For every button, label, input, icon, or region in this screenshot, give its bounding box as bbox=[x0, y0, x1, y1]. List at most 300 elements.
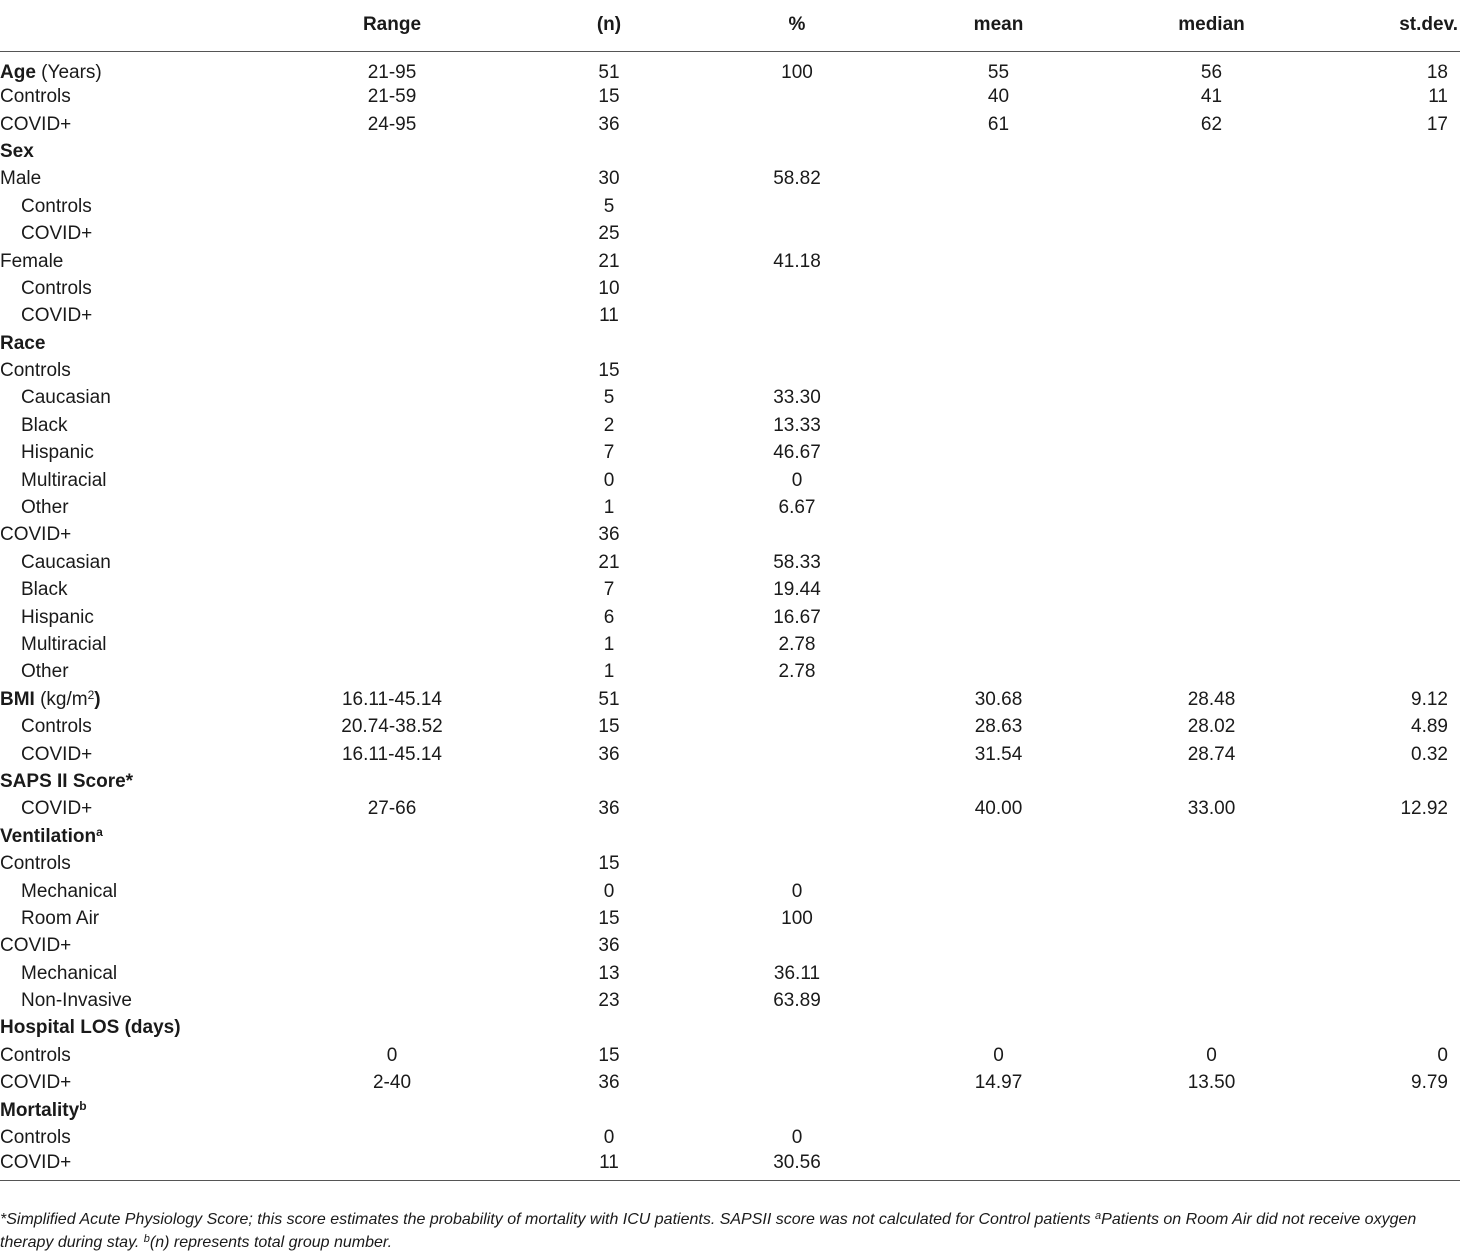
row-label-tail: ) bbox=[94, 688, 101, 710]
row-label-main: Age bbox=[0, 61, 36, 83]
row-label: Mechanical bbox=[21, 880, 118, 902]
table-row bbox=[0, 111, 1460, 138]
cell-stdev bbox=[1298, 1097, 1460, 1124]
row-label-main: BMI bbox=[0, 688, 35, 710]
cell-n bbox=[496, 823, 722, 850]
row-label: Hispanic bbox=[21, 606, 94, 628]
cell-n: 36 bbox=[598, 1072, 620, 1094]
section-title: Ventilation bbox=[0, 825, 97, 847]
cell-range bbox=[288, 960, 496, 987]
cell-mean bbox=[872, 303, 1125, 330]
cell-range bbox=[288, 1124, 496, 1151]
table-row bbox=[0, 248, 1460, 275]
cell-range bbox=[288, 1152, 496, 1181]
section-header-row bbox=[0, 138, 1460, 165]
cell-median bbox=[1125, 549, 1298, 576]
cell-mean bbox=[872, 248, 1125, 275]
cell-stdev bbox=[1298, 905, 1460, 932]
cell-range: 2-40 bbox=[372, 1072, 412, 1094]
cell-n: 36 bbox=[598, 743, 620, 765]
cell-stdev bbox=[1298, 248, 1460, 275]
cell-range bbox=[288, 987, 496, 1014]
row-label: Mechanical bbox=[21, 962, 118, 984]
cell-stdev bbox=[1298, 412, 1460, 439]
cell-percent bbox=[722, 330, 872, 357]
cell-n: 5 bbox=[603, 387, 615, 409]
row-label: Controls bbox=[0, 853, 71, 875]
row-label-unit: (Years) bbox=[35, 61, 102, 83]
cell-n bbox=[496, 330, 722, 357]
cell-n: 25 bbox=[598, 223, 620, 245]
footnote-text-2: Patients on Room Air did not receive oxygen therapy during stay. bbox=[0, 1211, 1417, 1251]
header-median: median bbox=[1125, 0, 1298, 51]
cell-median bbox=[1125, 631, 1298, 658]
cell-percent bbox=[722, 522, 872, 549]
cell-percent bbox=[722, 193, 872, 220]
cell-stdev bbox=[1298, 138, 1460, 165]
cell-percent bbox=[722, 275, 872, 302]
cell-range: 16.11-45.14 bbox=[341, 743, 442, 765]
cell-percent: 63.89 bbox=[773, 990, 821, 1012]
table-row bbox=[0, 467, 1460, 494]
cell-median: 0 bbox=[1206, 1044, 1217, 1066]
cell-stdev bbox=[1298, 878, 1460, 905]
cell-mean bbox=[872, 1097, 1125, 1124]
cell-percent: 58.33 bbox=[773, 551, 821, 573]
header-stdev: st.dev. bbox=[1298, 0, 1460, 51]
cell-median bbox=[1125, 357, 1298, 384]
cell-range: 0 bbox=[386, 1044, 398, 1066]
row-label: Controls bbox=[0, 86, 71, 108]
cell-range bbox=[288, 385, 496, 412]
section-title: Hospital LOS (days) bbox=[0, 1017, 181, 1039]
cell-range bbox=[288, 303, 496, 330]
cell-range bbox=[288, 248, 496, 275]
cell-median bbox=[1125, 987, 1298, 1014]
cell-stdev bbox=[1298, 1124, 1460, 1151]
row-label: Non-Invasive bbox=[21, 990, 132, 1012]
cell-mean bbox=[872, 604, 1125, 631]
section-title: Mortality bbox=[0, 1099, 80, 1121]
cell-median bbox=[1125, 220, 1298, 247]
row-label: COVID+ bbox=[0, 935, 72, 957]
cell-median bbox=[1125, 138, 1298, 165]
cell-mean bbox=[872, 549, 1125, 576]
table-row bbox=[0, 604, 1460, 631]
row-label: COVID+ bbox=[0, 1072, 72, 1094]
header-n: (n) bbox=[496, 0, 722, 51]
cell-n: 1 bbox=[603, 634, 615, 655]
cell-stdev bbox=[1298, 549, 1460, 576]
cell-stdev: 17 bbox=[1426, 113, 1448, 135]
cell-stdev bbox=[1298, 1152, 1460, 1181]
cell-stdev bbox=[1298, 330, 1460, 357]
table-row bbox=[0, 549, 1460, 576]
table-row bbox=[0, 933, 1460, 960]
cell-median bbox=[1125, 248, 1298, 275]
cell-range bbox=[288, 330, 496, 357]
table-row bbox=[0, 1070, 1460, 1097]
cell-percent bbox=[722, 713, 872, 740]
cell-mean bbox=[872, 494, 1125, 521]
section-header-row bbox=[0, 768, 1460, 795]
cell-stdev: 11 bbox=[1428, 86, 1448, 108]
cell-stdev bbox=[1298, 604, 1460, 631]
cell-mean bbox=[872, 1015, 1125, 1042]
cell-percent: 33.30 bbox=[773, 387, 821, 409]
cell-mean bbox=[872, 960, 1125, 987]
cell-n: 36 bbox=[598, 113, 620, 135]
cell-n: 30 bbox=[598, 168, 620, 190]
cell-median bbox=[1125, 385, 1298, 412]
table-row bbox=[0, 522, 1460, 549]
cell-mean bbox=[872, 878, 1125, 905]
table-row bbox=[0, 357, 1460, 384]
cell-mean: 31.54 bbox=[974, 743, 1023, 765]
cell-percent bbox=[722, 1097, 872, 1124]
cell-median: 28.02 bbox=[1187, 716, 1236, 738]
cell-median bbox=[1125, 440, 1298, 467]
section-title: Race bbox=[0, 332, 46, 354]
cell-n: 1 bbox=[603, 661, 615, 683]
cell-mean bbox=[872, 1152, 1125, 1181]
cell-mean: 28.63 bbox=[974, 716, 1023, 738]
table-row bbox=[0, 220, 1460, 247]
cell-range bbox=[288, 933, 496, 960]
cell-range bbox=[288, 522, 496, 549]
cell-median bbox=[1125, 878, 1298, 905]
cell-mean bbox=[872, 577, 1125, 604]
cell-percent bbox=[722, 220, 872, 247]
cell-median bbox=[1125, 1124, 1298, 1151]
section-footnote-marker: b bbox=[79, 1098, 87, 1113]
cell-median bbox=[1125, 494, 1298, 521]
cell-n: 15 bbox=[598, 716, 620, 738]
cell-stdev bbox=[1298, 385, 1460, 412]
footnote-text-1: *Simplified Acute Physiology Score; this score estimates the probability of mortality with ICU patients. SAPSII score was not calculated for Control patients bbox=[0, 1211, 1096, 1228]
table-row bbox=[0, 850, 1460, 877]
row-label: COVID+ bbox=[21, 798, 93, 820]
cell-stdev bbox=[1298, 823, 1460, 850]
cell-n bbox=[496, 768, 722, 795]
cell-n: 1 bbox=[603, 497, 615, 519]
row-label bbox=[0, 768, 288, 795]
cell-stdev bbox=[1298, 1015, 1460, 1042]
row-label: Controls bbox=[0, 360, 71, 382]
cell-n: 13 bbox=[598, 962, 620, 984]
cell-median: 41 bbox=[1200, 86, 1223, 108]
row-label: COVID+ bbox=[21, 223, 93, 245]
row-label-unit: (kg/m bbox=[34, 688, 88, 710]
cell-range bbox=[288, 577, 496, 604]
table-row bbox=[0, 1152, 1460, 1181]
row-label: COVID+ bbox=[0, 524, 72, 546]
cell-n: 36 bbox=[598, 524, 620, 546]
cell-mean bbox=[872, 659, 1125, 686]
row-label: COVID+ bbox=[21, 305, 93, 327]
cell-median: 33.00 bbox=[1187, 798, 1236, 820]
cell-range: 20.74-38.52 bbox=[341, 716, 443, 738]
cell-range bbox=[288, 357, 496, 384]
cell-mean bbox=[872, 823, 1125, 850]
table-footnote bbox=[0, 1208, 1456, 1254]
section-header-row bbox=[0, 1015, 1460, 1042]
row-label: Room Air bbox=[21, 907, 100, 929]
row-label: Female bbox=[0, 250, 64, 272]
table-row bbox=[0, 960, 1460, 987]
table-row bbox=[0, 412, 1460, 439]
section-title: Sex bbox=[0, 140, 34, 162]
row-label: Caucasian bbox=[21, 387, 111, 409]
table-row bbox=[0, 193, 1460, 220]
row-label: COVID+ bbox=[21, 743, 93, 765]
row-label bbox=[0, 823, 288, 850]
row-label-sup: 2 bbox=[87, 687, 95, 702]
row-label: Controls bbox=[0, 1127, 71, 1149]
cell-median bbox=[1125, 412, 1298, 439]
row-label: Black bbox=[21, 579, 68, 601]
table-row bbox=[0, 577, 1460, 604]
cell-median bbox=[1125, 604, 1298, 631]
row-label: Controls bbox=[21, 716, 92, 738]
cell-percent: 46.67 bbox=[773, 442, 821, 464]
cell-median bbox=[1125, 303, 1298, 330]
cell-range bbox=[288, 166, 496, 193]
row-label: Controls bbox=[0, 1044, 71, 1066]
cell-percent: 41.18 bbox=[773, 250, 821, 272]
row-label: Other bbox=[21, 661, 69, 683]
cell-percent bbox=[722, 741, 872, 768]
cell-range bbox=[288, 768, 496, 795]
cell-stdev bbox=[1298, 220, 1460, 247]
table-row bbox=[0, 51, 1460, 84]
cell-percent bbox=[722, 138, 872, 165]
cell-median bbox=[1125, 1152, 1298, 1181]
cell-percent: 2.78 bbox=[778, 634, 816, 655]
cell-mean bbox=[872, 412, 1125, 439]
cell-percent bbox=[722, 796, 872, 823]
footnote-marker-b: b bbox=[143, 1233, 150, 1245]
cell-mean: 61 bbox=[987, 113, 1010, 135]
row-label: Black bbox=[21, 414, 68, 436]
cell-n: 51 bbox=[598, 688, 620, 710]
cell-mean: 40 bbox=[987, 86, 1010, 108]
footnote-marker-a: a bbox=[1095, 1210, 1102, 1222]
cell-n: 5 bbox=[603, 195, 615, 217]
row-label: COVID+ bbox=[0, 113, 72, 135]
table-row bbox=[0, 686, 1460, 713]
row-label bbox=[0, 138, 288, 165]
cell-percent: 30.56 bbox=[722, 1152, 872, 1181]
row-label: Controls bbox=[21, 195, 92, 217]
cell-mean bbox=[872, 440, 1125, 467]
cell-stdev bbox=[1298, 960, 1460, 987]
cell-stdev bbox=[1298, 933, 1460, 960]
cell-n: 51 bbox=[598, 61, 620, 83]
cell-stdev bbox=[1298, 522, 1460, 549]
cell-range bbox=[288, 1015, 496, 1042]
table-row bbox=[0, 905, 1460, 932]
table-row bbox=[0, 385, 1460, 412]
cell-range bbox=[288, 193, 496, 220]
section-title: SAPS II Score* bbox=[0, 770, 134, 792]
header-percent: % bbox=[722, 0, 872, 51]
cell-n: 0 bbox=[603, 469, 615, 491]
cell-range bbox=[288, 1097, 496, 1124]
header-mean: mean bbox=[872, 0, 1125, 51]
row-label bbox=[0, 686, 288, 713]
cell-mean bbox=[872, 522, 1125, 549]
cell-n: 15 bbox=[598, 360, 620, 382]
table-body bbox=[0, 51, 1460, 1180]
row-label bbox=[0, 1015, 288, 1042]
table-row bbox=[0, 1042, 1460, 1069]
cell-range bbox=[288, 467, 496, 494]
cell-median bbox=[1125, 659, 1298, 686]
cell-stdev bbox=[1298, 850, 1460, 877]
cell-n: 10 bbox=[598, 277, 620, 299]
cell-median bbox=[1125, 166, 1298, 193]
cell-mean: 40.00 bbox=[974, 798, 1023, 820]
cell-range bbox=[288, 823, 496, 850]
cell-median bbox=[1125, 905, 1298, 932]
row-label bbox=[0, 51, 288, 84]
cell-n: 15 bbox=[598, 1044, 620, 1066]
cell-range bbox=[288, 494, 496, 521]
cell-percent: 6.67 bbox=[778, 497, 816, 519]
cell-percent bbox=[722, 84, 872, 111]
cell-range: 21-59 bbox=[367, 86, 417, 108]
cell-n: 11 bbox=[599, 305, 619, 327]
cell-percent: 2.78 bbox=[778, 661, 816, 683]
cell-percent: 16.67 bbox=[773, 606, 821, 628]
cell-percent: 100 bbox=[781, 61, 813, 83]
cell-stdev: 4.89 bbox=[1411, 716, 1448, 738]
cell-percent: 100 bbox=[781, 907, 813, 929]
cell-percent: 0 bbox=[791, 1127, 803, 1149]
cell-range bbox=[288, 878, 496, 905]
cell-range bbox=[288, 631, 496, 658]
cell-percent bbox=[722, 768, 872, 795]
cell-mean: 55 bbox=[987, 61, 1010, 83]
cell-mean: 30.68 bbox=[974, 688, 1023, 710]
cell-n: 6 bbox=[603, 606, 615, 628]
row-label: Other bbox=[21, 497, 69, 519]
cell-range bbox=[288, 549, 496, 576]
cell-stdev bbox=[1298, 494, 1460, 521]
cell-stdev: 9.12 bbox=[1411, 688, 1448, 710]
cell-range bbox=[288, 905, 496, 932]
cell-median bbox=[1125, 768, 1298, 795]
row-label: Hispanic bbox=[21, 442, 94, 464]
cell-mean bbox=[872, 768, 1125, 795]
cell-stdev bbox=[1298, 193, 1460, 220]
cell-stdev bbox=[1298, 166, 1460, 193]
row-label: Controls bbox=[21, 277, 92, 299]
cell-mean: 14.97 bbox=[974, 1072, 1023, 1094]
cell-percent bbox=[722, 1015, 872, 1042]
cell-stdev bbox=[1298, 659, 1460, 686]
table-row bbox=[0, 631, 1460, 658]
row-label: COVID+ bbox=[0, 1152, 288, 1181]
table-row bbox=[0, 741, 1460, 768]
cell-percent bbox=[722, 357, 872, 384]
cell-stdev: 18 bbox=[1426, 61, 1448, 83]
table-row bbox=[0, 659, 1460, 686]
cell-stdev bbox=[1298, 631, 1460, 658]
cell-stdev: 0 bbox=[1437, 1044, 1448, 1066]
cell-median: 28.48 bbox=[1187, 688, 1236, 710]
cell-median bbox=[1125, 330, 1298, 357]
cell-n: 21 bbox=[598, 250, 620, 272]
cell-percent bbox=[722, 303, 872, 330]
cell-mean bbox=[872, 631, 1125, 658]
table-row bbox=[0, 84, 1460, 111]
cell-median: 13.50 bbox=[1187, 1072, 1236, 1094]
cell-mean bbox=[872, 275, 1125, 302]
cell-percent bbox=[722, 850, 872, 877]
cell-n: 23 bbox=[598, 990, 620, 1012]
row-label: Caucasian bbox=[21, 551, 111, 573]
cell-n bbox=[496, 138, 722, 165]
cell-median: 62 bbox=[1200, 113, 1223, 135]
cell-percent: 0 bbox=[791, 469, 803, 491]
cell-n bbox=[496, 1097, 722, 1124]
cell-stdev: 0.32 bbox=[1411, 743, 1448, 765]
cell-range: 24-95 bbox=[367, 113, 417, 135]
cell-mean bbox=[872, 138, 1125, 165]
cell-n: 0 bbox=[603, 1127, 615, 1149]
cell-percent: 13.33 bbox=[773, 414, 821, 436]
cell-n: 15 bbox=[598, 86, 620, 108]
table-row bbox=[0, 713, 1460, 740]
cell-mean bbox=[872, 193, 1125, 220]
cell-stdev bbox=[1298, 303, 1460, 330]
cell-percent: 58.82 bbox=[773, 168, 821, 190]
cell-stdev bbox=[1298, 987, 1460, 1014]
cell-percent: 36.11 bbox=[773, 962, 821, 984]
table-row bbox=[0, 303, 1460, 330]
cell-mean bbox=[872, 933, 1125, 960]
cell-percent bbox=[722, 686, 872, 713]
table-row bbox=[0, 494, 1460, 521]
cell-mean: 0 bbox=[993, 1044, 1004, 1066]
cell-n: 15 bbox=[598, 853, 620, 875]
cell-n: 36 bbox=[598, 935, 620, 957]
cell-range bbox=[288, 220, 496, 247]
cell-stdev bbox=[1298, 577, 1460, 604]
section-header-row bbox=[0, 330, 1460, 357]
cell-mean bbox=[872, 385, 1125, 412]
cell-stdev bbox=[1298, 440, 1460, 467]
table-row bbox=[0, 796, 1460, 823]
cell-median bbox=[1125, 522, 1298, 549]
table-row bbox=[0, 166, 1460, 193]
cell-stdev bbox=[1298, 768, 1460, 795]
cell-median bbox=[1125, 850, 1298, 877]
cell-range: 16.11-45.14 bbox=[341, 688, 442, 710]
cell-percent: 0 bbox=[791, 880, 803, 902]
cell-range bbox=[288, 850, 496, 877]
row-label bbox=[0, 1097, 288, 1124]
row-label: Multiracial bbox=[21, 634, 107, 655]
cell-stdev bbox=[1298, 357, 1460, 384]
cell-percent bbox=[722, 823, 872, 850]
table-row bbox=[0, 878, 1460, 905]
cell-percent bbox=[722, 933, 872, 960]
cell-median bbox=[1125, 577, 1298, 604]
cell-median bbox=[1125, 1097, 1298, 1124]
